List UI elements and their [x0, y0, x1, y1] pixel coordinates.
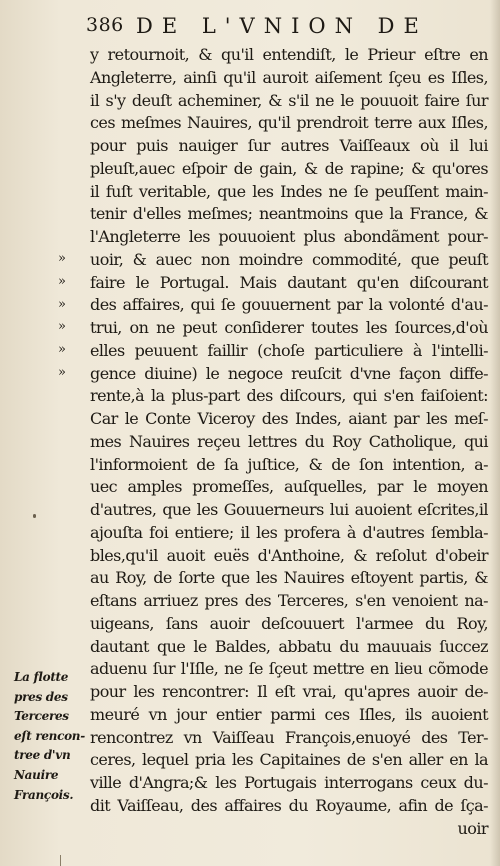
text-line: elles peuuent faillir (choſe particuliere à l'intelli- [90, 340, 488, 360]
text-line: faire le Portugal. Mais dautant qu'en diſcourant [90, 272, 488, 292]
text-line: ces meſmes Nauires, qu'il prendroit terre aux Iſles, [90, 113, 488, 133]
page-edge-mark [60, 855, 61, 866]
ink-speck [33, 514, 36, 518]
text-line: ville d'Angra;& les Portugais interrogans ceux du- [90, 773, 488, 792]
text-line: dit Vaiſſeau, des affaires du Royaume, afin de ſça- [90, 795, 488, 815]
text-line: bles,qu'il auoit euës d'Anthoine, & reſolut d'obeir [90, 545, 488, 565]
quote-mark: » [58, 296, 66, 312]
text-line: eſtans arriuez pres des Terceres, s'en venoient na- [90, 591, 488, 610]
text-line: l'Angleterre les pouuoient plus abondãment pour- [90, 227, 488, 246]
marginal-note-line: La flotte [14, 670, 69, 684]
text-line: uoir, & auec non moindre commodité, que peuſt [90, 249, 488, 269]
marginal-note-line: Terceres [14, 709, 69, 724]
marginal-note-line: tree d'vn [14, 748, 71, 763]
text-line: il s'y deuſt acheminer, & s'il ne le pouuoit faire ſur [90, 90, 488, 110]
text-line: ceres, lequel pria les Capitaines de s'en aller en la [90, 750, 488, 770]
page-gutter-shadow [490, 0, 500, 866]
text-line: tenir d'elles meſmes; neantmoins que la France, & [90, 204, 488, 224]
text-line: uec amples promeſſes, auſquelles, par le moyen [90, 477, 488, 497]
quote-mark: » [58, 251, 66, 266]
quote-mark: » [58, 319, 66, 335]
text-line: dautant que le Baldes, abbatu du mauuais ſuccez [90, 636, 488, 656]
page-number: 386 [86, 14, 124, 36]
quote-mark: » [58, 342, 66, 357]
text-line: gence diuine) le negoce reuſcit d'vne façon diffe- [90, 363, 488, 383]
marginal-note-line: pres des [14, 689, 68, 704]
catchword: uoir [457, 818, 488, 838]
text-line: rencontrez vn Vaiſſeau François,enuoyé des Ter- [90, 727, 488, 747]
marginal-note-line: François. [14, 787, 74, 802]
text-line: pleuſt,auec eſpoir de gain, & de rapine; & qu'ores [90, 158, 488, 178]
marginal-note-line: eſt rencon- [14, 728, 85, 743]
text-line: trui, on ne peut conſiderer toutes les ſources,d'où [90, 318, 488, 337]
marginal-note-line: Nauire [14, 767, 59, 782]
text-line: pour les rencontrer: Il eſt vrai, qu'apres auoir de- [90, 682, 488, 701]
text-line: l'informoient de ſa juſtice, & de ſon intention, a- [90, 454, 488, 474]
text-line: Car le Conte Viceroy des Indes, aiant par les meſ- [90, 409, 488, 428]
main-text-block [90, 44, 488, 840]
text-line: y retournoit, & qu'il entendiſt, le Prieur eſtre en [90, 45, 488, 64]
text-line: aduenu ſur l'Iſle, ne ſe ſçeut mettre en lieu cõmode [90, 659, 488, 679]
running-title: DE L'VNION DE [136, 14, 428, 38]
text-line: mes Nauires reçeu lettres du Roy Catholique, qui [90, 431, 488, 451]
text-line: Angleterre, ainſi qu'il auroit aiſement ſçeu es Iſles, [90, 67, 488, 87]
text-line: rente,à la plus-part des diſcours, qui s'en faiſoient: [90, 386, 488, 406]
quote-mark: » [58, 364, 66, 380]
quote-mark: » [58, 273, 66, 289]
text-line: pour puis nauiger ſur autres Vaiſſeaux où il lui [90, 136, 488, 155]
page-header [86, 14, 486, 42]
text-line: ajouſta foi entiere; il les profera à d'autres ſembla- [90, 522, 488, 542]
text-line: il fuſt veritable, que les Indes ne ſe peuſſent main- [90, 181, 488, 201]
text-line: des affaires, qui ſe gouuernent par la volonté d'au- [90, 295, 488, 315]
text-line: au Roy, de ſorte que les Nauires eſtoyent partis, & [90, 568, 488, 588]
text-line: d'autres, que les Gouuerneurs lui auoient eſcrites,il [90, 500, 488, 519]
marginal-note [14, 668, 84, 805]
quotation-marks-column [58, 248, 78, 385]
text-line: meuré vn jour entier parmi ces Iſles, ils auoient [90, 704, 488, 724]
text-line: uigeans, ſans auoir deſcouuert l'armee du Roy, [90, 613, 488, 633]
